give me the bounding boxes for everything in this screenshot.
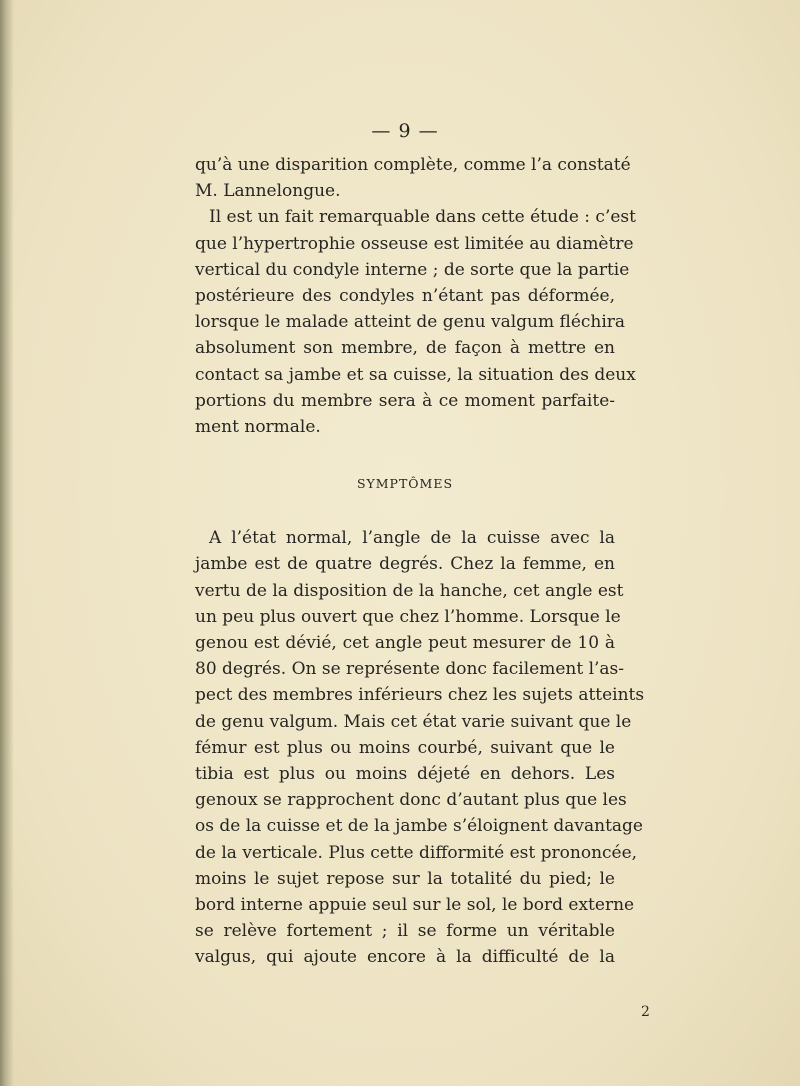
page-binding-edge: [0, 0, 14, 1086]
text-line: de la verticale. Plus cette difformité est prononcée,: [195, 842, 638, 863]
text-line: absolument son membre, de façon à mettre en: [195, 338, 615, 359]
text-line: lorsque le malade atteint de genu valgum fléchira: [195, 312, 626, 333]
text-line: se relève fortement ; il se forme un véritable: [195, 921, 615, 942]
text-line: genou est dévié, cet angle peut mesurer de 10 à: [195, 633, 615, 654]
text-line: tibia est plus ou moins déjeté en dehors. Les: [195, 764, 615, 785]
text-line: A l’état normal, l’angle de la cuisse avec la: [209, 528, 615, 549]
text-line: de genu valgum. Mais cet état varie suivant que le: [195, 711, 632, 732]
text-line: valgus, qui ajoute encore à la difficulté de la: [195, 947, 615, 968]
section-heading: SYMPTÔMES: [356, 476, 454, 492]
page-number: — 9 —: [371, 120, 439, 142]
paragraph-1: [195, 152, 631, 204]
text-line: vertical du condyle interne ; de sorte que la partie: [195, 259, 630, 280]
text-line: 80 degrés. On se représente donc facilement l’as-: [195, 659, 625, 680]
text-line: genoux se rapprochent donc d’autant plus que les: [195, 790, 627, 811]
text-line: moins le sujet repose sur la totalité du pied; le: [195, 868, 615, 889]
text-line: M. Lannelongue.: [195, 181, 341, 202]
paragraph-2: [195, 204, 636, 440]
text-line: contact sa jambe et sa cuisse, la situation des deux: [195, 364, 636, 385]
text-line: jambe est de quatre degrés. Chez la femme, en: [195, 554, 615, 575]
page-text: [195, 120, 645, 971]
text-line: portions du membre sera à ce moment parfaite-: [195, 390, 615, 411]
text-line: ment normale.: [195, 417, 321, 438]
text-line: Il est un fait remarquable dans cette étude : c’est: [209, 207, 636, 228]
signature-mark: 2: [641, 1004, 650, 1020]
text-line: un peu plus ouvert que chez l’homme. Lorsque le: [195, 606, 621, 627]
text-line: bord interne appuie seul sur le sol, le bord externe: [195, 895, 635, 916]
text-line: fémur est plus ou moins courbé, suivant que le: [195, 737, 615, 758]
text-line: postérieure des condyles n’étant pas déformée,: [195, 286, 615, 307]
text-line: que l’hypertrophie osseuse est limitée au diamètre: [195, 233, 634, 254]
text-line: os de la cuisse et de la jambe s’éloignent davantage: [195, 816, 643, 837]
paragraph-3: [195, 525, 645, 970]
text-line: vertu de la disposition de la hanche, cet angle est: [195, 580, 624, 601]
text-line: qu’à une disparition complète, comme l’a constaté: [195, 155, 631, 175]
text-line: pect des membres inférieurs chez les sujets atteints: [195, 685, 645, 706]
